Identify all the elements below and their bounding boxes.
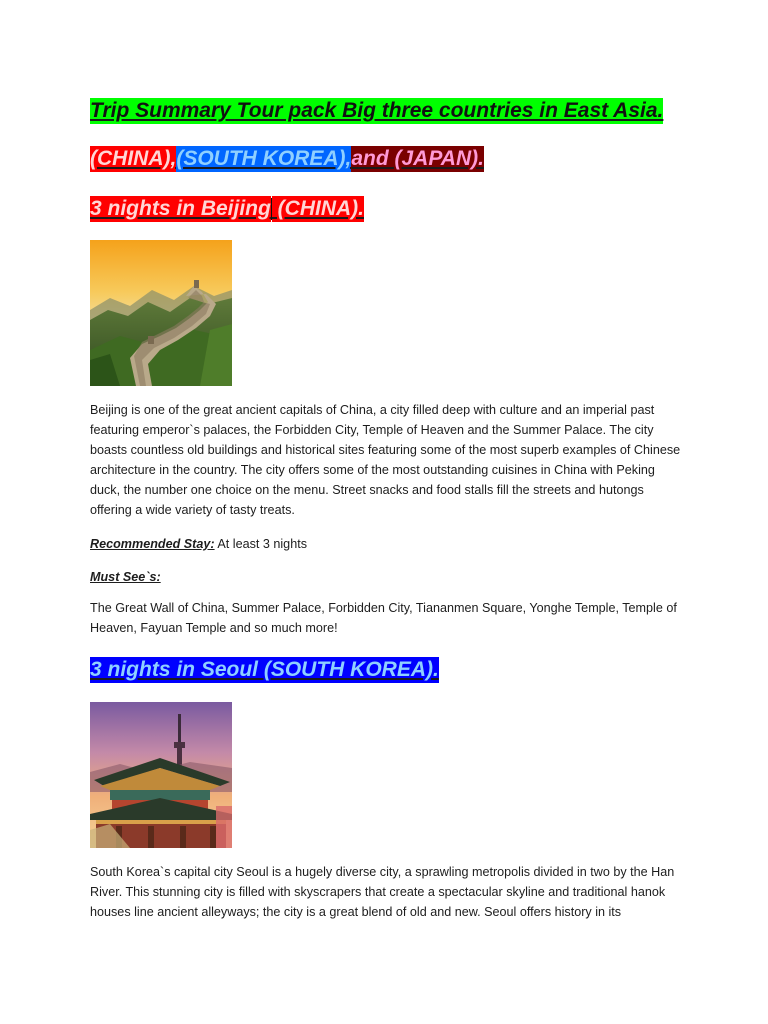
countries-heading (90, 146, 484, 172)
recommended-stay-label: Recommended Stay: (90, 537, 215, 551)
beijing-heading-part2: (CHINA). (271, 197, 364, 220)
must-see (90, 567, 161, 587)
seoul-heading-text: 3 nights in Seoul (SOUTH KOREA). (90, 658, 439, 681)
trip-title-text: Trip Summary Tour pack Big three countries in East Asia. (90, 99, 664, 122)
recommended-stay (90, 534, 307, 554)
beijing-heading-part1: 3 nights in Beijing (90, 197, 271, 220)
great-wall-photo (90, 240, 232, 386)
seoul-heading (90, 657, 439, 683)
country-japan: and (JAPAN). (351, 147, 484, 170)
country-south-korea: (SOUTH KOREA), (176, 147, 352, 170)
beijing-description: Beijing is one of the great ancient capitals of China, a city filled deep with culture and an imperial past featuring emperor`s palaces, the Forbidden City, Temple of Heaven and the Summer Palace. The city boasts countless old buildings and historical sites featuring some of the most superb examples of Chinese architecture in the country. The city offers some of the most outstanding cuisines in China with Peking duck, the number one choice on the menu. Street snacks and food stalls fill the streets and hutongs offering a wide variety of tasty treats. (90, 403, 681, 517)
must-see-label: Must See`s: (90, 570, 161, 584)
recommended-stay-value: At least 3 nights (214, 537, 307, 551)
seoul-palace-photo (90, 702, 232, 848)
seoul-description: South Korea`s capital city Seoul is a hugely diverse city, a sprawling metropolis divided in two by the Han River. This stunning city is filled with skyscrapers that create a spectacular skyline and traditional hanok houses line ancient alleyways; the city is a great blend of old and new. Seoul offers history in its (90, 865, 675, 919)
trip-title (90, 98, 663, 124)
must-see-list: The Great Wall of China, Summer Palace, Forbidden City, Tiananmen Square, Yonghe Temple, Temple of Heaven, Fayuan Temple and so much more! (90, 601, 677, 635)
country-china: (CHINA), (90, 147, 177, 170)
beijing-heading (90, 196, 364, 222)
